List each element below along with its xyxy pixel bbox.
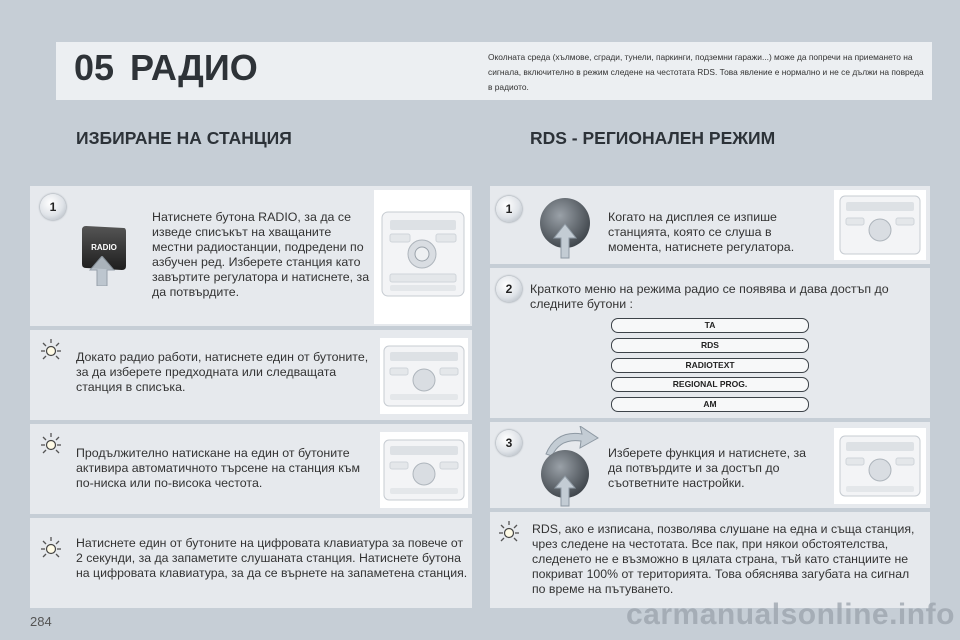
lightbulb-icon <box>38 432 64 458</box>
step-badge-1: 1 <box>496 196 522 222</box>
menu-item-radiotext[interactable]: RADIOTEXT <box>611 358 809 373</box>
right-step3-text: Изберете функция и натиснете, за да потвърдите и за достъп до съответните настройки. <box>608 446 807 490</box>
right-step1-text: Когато на дисплея се изпише станцията, която се слуша в момента, натиснете регулатора. <box>608 210 795 254</box>
lightbulb-icon <box>38 536 64 562</box>
watermark: carmanualsonline.info <box>626 598 955 631</box>
knob-press-icon <box>538 196 592 260</box>
header-note: Околната среда (хълмове, сгради, тунели, паркинги, подземни гаражи...) може да попречи на приемането на сигнала, включително в режим следене на честотата RDS. Това явление е нормално и не се дължи на повреда в радиото. <box>488 52 924 92</box>
step-badge-1: 1 <box>40 194 66 220</box>
page-title: РАДИО <box>130 47 258 88</box>
chapter-number: 05 <box>74 47 115 88</box>
menu-item-am[interactable]: AM <box>611 397 809 412</box>
right-tip-text: RDS, ако е изписана, позволява слушане на една и съща станция, чрез следене на честотата. Все пак, при някои обстоятелства, следенето не е възможно в цялата страна, тъй като станциите не покриват 100% от територията. Това обяснява загубата на сигнал по време на пътуването. <box>532 522 915 596</box>
lightbulb-icon <box>38 338 64 364</box>
right-step2-text: Краткото меню на режима радио се появява и дава достъп до следните бутони : <box>530 282 889 311</box>
radio-unit-image-2 <box>380 338 468 414</box>
menu-item-rds[interactable]: RDS <box>611 338 809 353</box>
left-step1-text: Натиснете бутона RADIO, за да се изведе списъкът на хващаните местни радиостанции, подредени по азбучен ред. Изберете станция като завъртите регулатора и натиснете, за да потвърдите. <box>152 210 370 299</box>
knob-rotate-press-icon <box>538 426 608 508</box>
right-section-title: RDS - РЕГИОНАЛЕН РЕЖИМ <box>530 128 776 148</box>
left-tip3-text: Натиснете един от бутоните на цифровата клавиатура за повече от 2 секунди, за да запаметите слушаната станция. Натиснете бутона на цифровата клавиатура, за да се върнете на запаметена станция. <box>76 536 468 580</box>
step-badge-3: 3 <box>496 430 522 456</box>
menu-item-regional-prog[interactable]: REGIONAL PROG. <box>611 377 809 392</box>
left-tip1-text: Докато радио работи, натиснете един от бутоните, за да изберете предходната или следващата станция в списъка. <box>76 350 369 394</box>
step-badge-2: 2 <box>496 276 522 302</box>
lightbulb-icon <box>496 520 522 546</box>
radio-unit-image-5 <box>834 428 926 504</box>
left-tip2-text: Продължително натискане на един от бутоните активира автоматичното търсене на станция към по-ниска или по-висока честота. <box>76 446 360 490</box>
radio-button-label: RADIO <box>91 243 117 252</box>
radio-unit-image-3 <box>380 432 468 508</box>
left-section-title: ИЗБИРАНЕ НА СТАНЦИЯ <box>76 128 292 148</box>
radio-unit-image-4 <box>834 190 926 260</box>
page-number: 284 <box>30 614 52 629</box>
radio-unit-image <box>374 190 470 324</box>
menu-item-ta[interactable]: TA <box>611 318 809 333</box>
press-arrow-icon <box>88 256 116 286</box>
